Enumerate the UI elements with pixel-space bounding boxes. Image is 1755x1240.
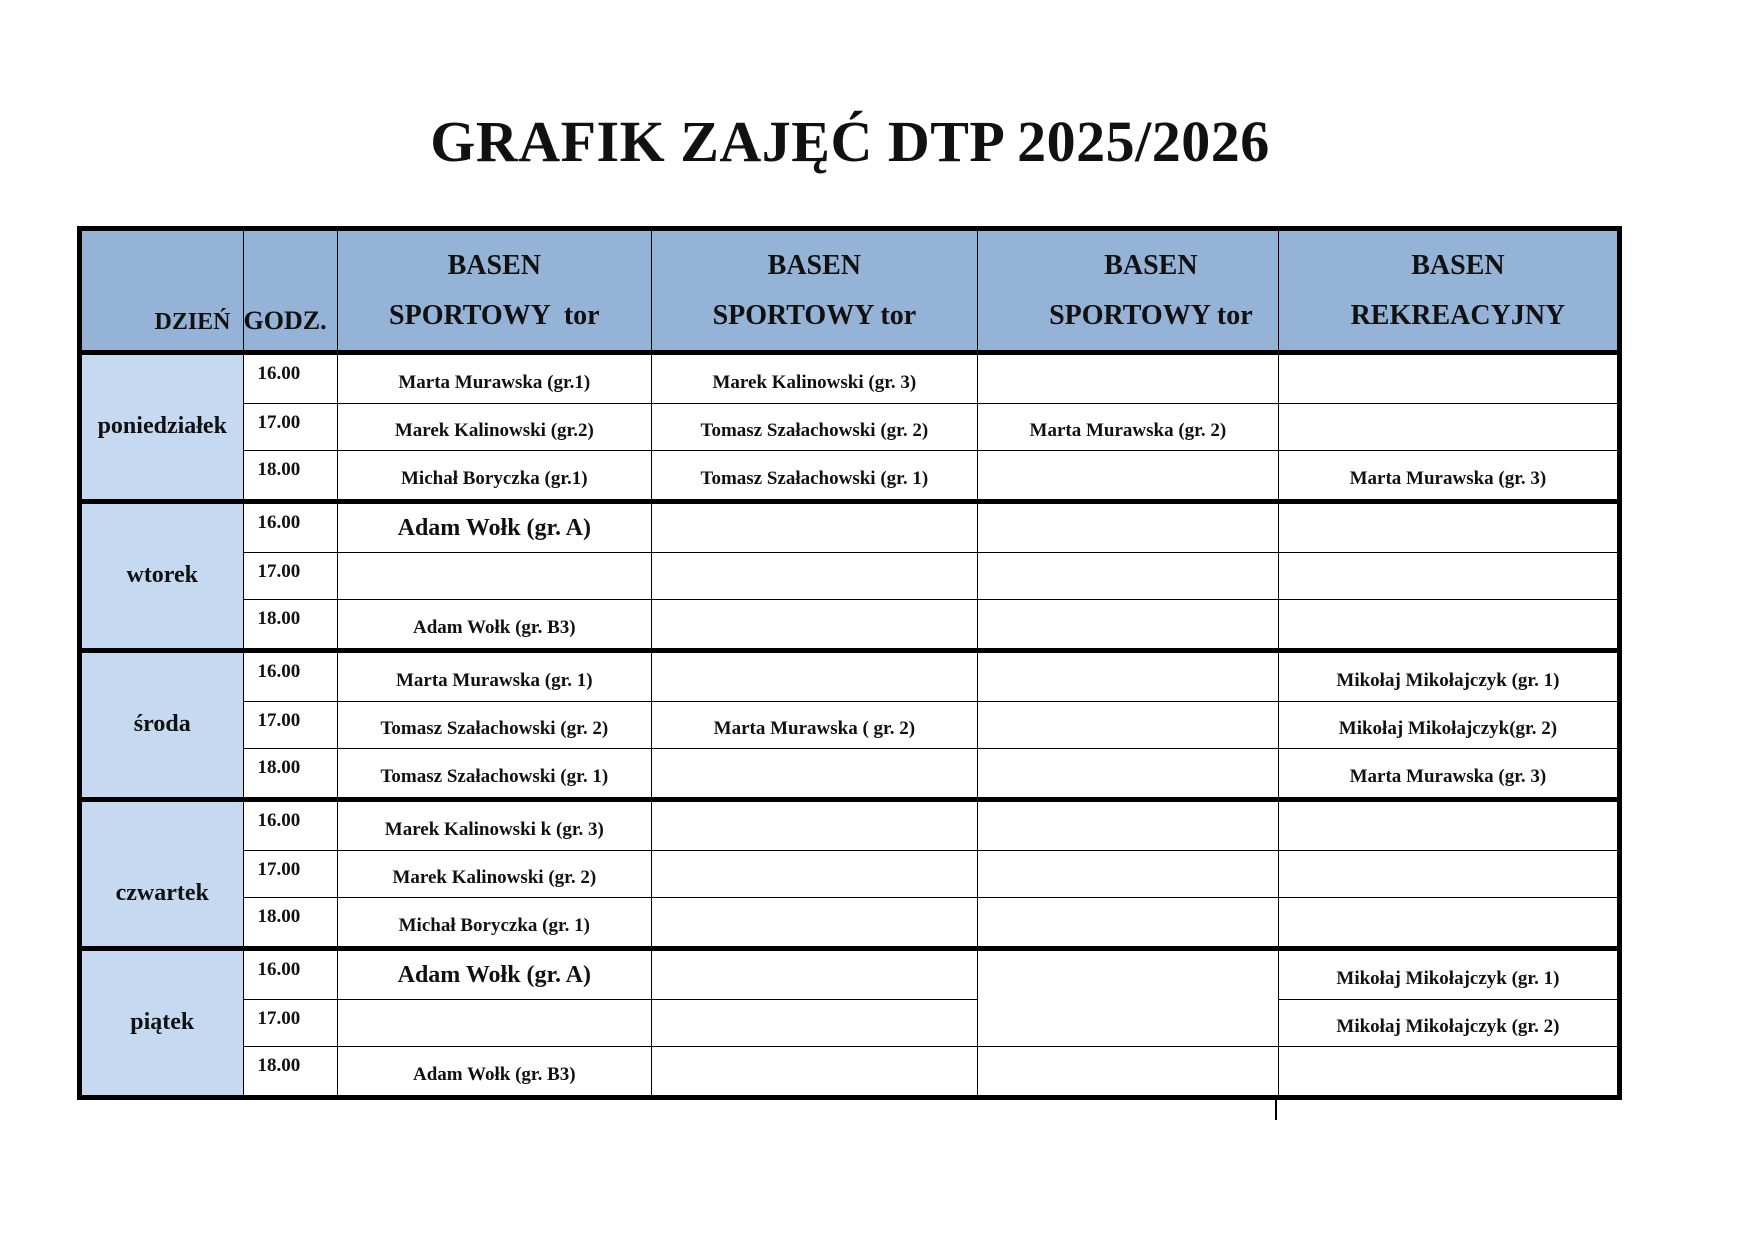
schedule-cell: Tomasz Szałachowski (gr. 1) xyxy=(337,749,651,800)
time-cell: 16.00 xyxy=(243,650,337,701)
table-row xyxy=(80,353,1620,404)
table-row xyxy=(80,701,1620,749)
time-cell: 16.00 xyxy=(243,948,337,999)
schedule-cell xyxy=(977,501,1278,552)
time-cell: 17.00 xyxy=(243,701,337,749)
header-pool-3-line1: BASEN xyxy=(1104,249,1198,281)
schedule-table xyxy=(77,226,1622,1100)
schedule-cell xyxy=(977,850,1278,898)
schedule-cell: Michał Boryczka (gr. 1) xyxy=(337,898,651,949)
header-pool-1-line2: SPORTOWY tor xyxy=(389,299,600,331)
table-row xyxy=(80,650,1620,701)
schedule-cell: Marta Murawska (gr. 1) xyxy=(337,650,651,701)
schedule-cell xyxy=(1278,353,1619,404)
header-row xyxy=(80,229,1620,353)
header-pool-1-line1: BASEN xyxy=(447,249,541,281)
schedule-cell xyxy=(977,600,1278,651)
day-tuesday: wtorek xyxy=(80,501,244,650)
schedule-cell: Marek Kalinowski (gr.2) xyxy=(337,403,651,451)
schedule-cell xyxy=(651,898,977,949)
time-cell: 16.00 xyxy=(243,799,337,850)
time-cell: 18.00 xyxy=(243,1047,337,1098)
schedule-cell xyxy=(977,948,1278,1046)
time-cell: 18.00 xyxy=(243,898,337,949)
schedule-cell xyxy=(651,850,977,898)
time-cell: 17.00 xyxy=(243,552,337,600)
schedule-cell: Mikołaj Mikołajczyk (gr. 2) xyxy=(1278,999,1619,1047)
table-row xyxy=(80,898,1620,949)
schedule-cell xyxy=(651,600,977,651)
schedule-cell: Mikołaj Mikołajczyk(gr. 2) xyxy=(1278,701,1619,749)
table-row xyxy=(80,749,1620,800)
schedule-cell: Mikołaj Mikołajczyk (gr. 1) xyxy=(1278,948,1619,999)
time-cell: 16.00 xyxy=(243,501,337,552)
schedule-cell: Mikołaj Mikołajczyk (gr. 1) xyxy=(1278,650,1619,701)
table-row xyxy=(80,850,1620,898)
schedule-cell xyxy=(651,749,977,800)
table-row xyxy=(80,403,1620,451)
schedule-cell xyxy=(1278,1047,1619,1098)
schedule-cell: Tomasz Szałachowski (gr. 2) xyxy=(337,701,651,749)
header-day: DZIEŃ xyxy=(80,229,244,353)
schedule-cell xyxy=(651,1047,977,1098)
schedule-cell xyxy=(1278,552,1619,600)
table-row xyxy=(80,799,1620,850)
schedule-cell xyxy=(1278,898,1619,949)
schedule-cell xyxy=(1278,501,1619,552)
schedule-cell xyxy=(977,799,1278,850)
schedule-cell xyxy=(651,948,977,999)
header-pool-3 xyxy=(977,229,1278,353)
schedule-cell xyxy=(1278,850,1619,898)
schedule-cell: Adam Wołk (gr. B3) xyxy=(337,600,651,651)
header-pool-3-line2: SPORTOWY tor xyxy=(1049,299,1253,331)
schedule-cell xyxy=(977,1047,1278,1098)
schedule-cell: Adam Wołk (gr. B3) xyxy=(337,1047,651,1098)
schedule-cell xyxy=(337,552,651,600)
day-thursday: czwartek xyxy=(80,799,244,948)
schedule-cell: Marek Kalinowski (gr. 3) xyxy=(651,353,977,404)
schedule-cell xyxy=(977,353,1278,404)
schedule-cell: Marek Kalinowski (gr. 2) xyxy=(337,850,651,898)
header-hour: GODZ. xyxy=(243,229,337,353)
schedule-cell: Michał Boryczka (gr.1) xyxy=(337,451,651,502)
time-cell: 18.00 xyxy=(243,749,337,800)
time-cell: 16.00 xyxy=(243,353,337,404)
schedule-cell: Tomasz Szałachowski (gr. 1) xyxy=(651,451,977,502)
schedule-cell: Marta Murawska (gr. 3) xyxy=(1278,451,1619,502)
schedule-cell xyxy=(1278,403,1619,451)
schedule-cell xyxy=(651,799,977,850)
table-row xyxy=(80,600,1620,651)
header-pool-2-line1: BASEN xyxy=(767,249,862,281)
table-row xyxy=(80,1047,1620,1098)
time-cell: 17.00 xyxy=(243,850,337,898)
schedule-cell xyxy=(977,451,1278,502)
schedule-cell: Adam Wołk (gr. A) xyxy=(337,948,651,999)
header-pool-4-line1: BASEN xyxy=(1411,249,1505,281)
day-monday: poniedziałek xyxy=(80,353,244,502)
schedule-cell xyxy=(337,999,651,1047)
header-pool-2 xyxy=(651,229,977,353)
schedule-cell xyxy=(977,552,1278,600)
schedule-cell xyxy=(977,701,1278,749)
table-row xyxy=(80,948,1620,999)
table-row xyxy=(80,501,1620,552)
page-title: GRAFIK ZAJĘĆ DTP 2025/2026 xyxy=(430,109,1270,174)
time-cell: 17.00 xyxy=(243,403,337,451)
schedule-cell xyxy=(651,501,977,552)
header-pool-2-line2: SPORTOWY tor xyxy=(712,299,917,331)
schedule-cell: Marta Murawska (gr. 3) xyxy=(1278,749,1619,800)
schedule-cell: Marek Kalinowski k (gr. 3) xyxy=(337,799,651,850)
schedule-cell xyxy=(1278,799,1619,850)
time-cell: 17.00 xyxy=(243,999,337,1047)
schedule-cell: Adam Wołk (gr. A) xyxy=(337,501,651,552)
schedule-cell: Marta Murawska (gr.1) xyxy=(337,353,651,404)
schedule-cell xyxy=(651,999,977,1047)
table-row xyxy=(80,552,1620,600)
header-pool-1 xyxy=(337,229,651,353)
day-friday: piątek xyxy=(80,948,244,1097)
time-cell: 18.00 xyxy=(243,600,337,651)
day-wednesday: środa xyxy=(80,650,244,799)
schedule-cell: Tomasz Szałachowski (gr. 2) xyxy=(651,403,977,451)
time-cell: 18.00 xyxy=(243,451,337,502)
schedule-cell xyxy=(977,749,1278,800)
schedule-cell: Marta Murawska ( gr. 2) xyxy=(651,701,977,749)
schedule-cell xyxy=(977,898,1278,949)
schedule-cell xyxy=(651,650,977,701)
schedule-cell: Marta Murawska (gr. 2) xyxy=(977,403,1278,451)
table-row xyxy=(80,999,1620,1047)
schedule-cell xyxy=(1278,600,1619,651)
header-pool-4-line2: REKREACYJNY xyxy=(1350,299,1566,331)
schedule-cell xyxy=(977,650,1278,701)
table-row xyxy=(80,451,1620,502)
table-divider-tick xyxy=(1275,1100,1277,1120)
schedule-cell xyxy=(651,552,977,600)
header-pool-4 xyxy=(1278,229,1619,353)
